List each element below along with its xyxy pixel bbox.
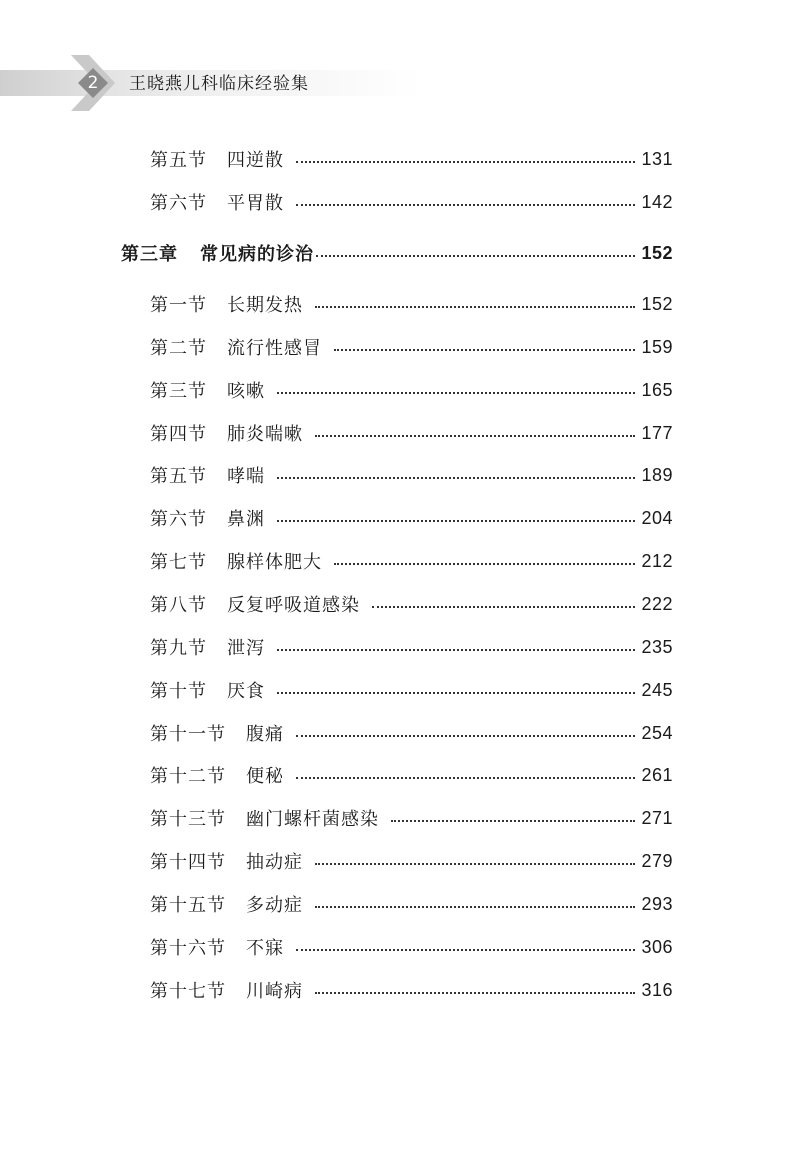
toc-entry-title: 四逆散: [227, 150, 284, 171]
toc-entry-page: 177: [641, 422, 673, 443]
toc-entry-page: 152: [641, 242, 673, 263]
toc-entry-number: 第十五节: [150, 895, 226, 916]
toc-entry[interactable]: [150, 720, 673, 746]
toc-entry[interactable]: [150, 505, 673, 531]
toc-entry[interactable]: [150, 977, 673, 1003]
toc-chapter-entry[interactable]: [121, 240, 673, 266]
toc-entry-title: 哮喘: [227, 466, 265, 487]
dot-leader: [296, 735, 635, 737]
toc-entry-page: 271: [641, 807, 673, 828]
toc-entry-page: 204: [641, 507, 673, 528]
dot-leader: [277, 649, 635, 651]
toc-entry-number: 第九节: [150, 638, 207, 659]
toc-entry-title: 平胃散: [227, 193, 284, 214]
toc-entry-number: 第七节: [150, 552, 207, 573]
toc-entry-number: 第十一节: [150, 724, 226, 745]
toc-entry-title: 腹痛: [246, 724, 284, 745]
toc-entry-number: 第五节: [150, 150, 207, 171]
toc-entry-title: 不寐: [246, 938, 284, 959]
toc-entry-title: 幽门螺杆菌感染: [246, 809, 379, 830]
toc-entry-page: 165: [641, 379, 673, 400]
toc-entry-title: 常见病的诊治: [200, 244, 314, 265]
dot-leader: [315, 435, 635, 437]
toc-entry[interactable]: [150, 805, 673, 831]
toc-entry-title: 泄泻: [227, 638, 265, 659]
dot-leader: [315, 306, 635, 308]
toc-entry-title: 抽动症: [246, 852, 303, 873]
toc-entry-number: 第十节: [150, 681, 207, 702]
toc-entry-title: 川崎病: [246, 981, 303, 1002]
dot-leader: [277, 692, 635, 694]
dot-leader: [296, 204, 635, 206]
toc-entry-title: 肺炎喘嗽: [227, 424, 303, 445]
dot-leader: [334, 349, 635, 351]
toc-entry-page: 131: [641, 148, 673, 169]
toc-entry-page: 159: [641, 336, 673, 357]
toc-entry-number: 第六节: [150, 509, 207, 530]
toc-entry-number: 第二节: [150, 338, 207, 359]
toc-entry-number: 第十七节: [150, 981, 226, 1002]
toc-entry-page: 261: [641, 764, 673, 785]
toc-entry-title: 鼻渊: [227, 509, 265, 530]
dot-leader: [316, 255, 635, 257]
toc-entry[interactable]: [150, 848, 673, 874]
toc-entry-number: 第四节: [150, 424, 207, 445]
toc-entry-number: 第八节: [150, 595, 207, 616]
toc-entry[interactable]: [150, 462, 673, 488]
toc-entry-number: 第十六节: [150, 938, 226, 959]
toc-entry-number: 第十二节: [150, 766, 226, 787]
toc-entry-title: 腺样体肥大: [227, 552, 322, 573]
toc-entry-title: 厌食: [227, 681, 265, 702]
toc-entry[interactable]: [150, 677, 673, 703]
toc-entry-number: 第一节: [150, 295, 207, 316]
dot-leader: [296, 949, 635, 951]
dot-leader: [296, 777, 635, 779]
dot-leader: [391, 820, 635, 822]
toc-entry[interactable]: [150, 420, 673, 446]
toc-entry-number: 第十四节: [150, 852, 226, 873]
toc-entry-page: 316: [641, 979, 673, 1000]
dot-leader: [296, 161, 635, 163]
book-title: 王晓燕儿科临床经验集: [129, 74, 309, 94]
toc-entry[interactable]: [150, 291, 673, 317]
toc-entry-title: 便秘: [246, 766, 284, 787]
toc-entry-page: 235: [641, 636, 673, 657]
toc-entry[interactable]: [150, 377, 673, 403]
dot-leader: [334, 563, 635, 565]
toc-entry-page: 254: [641, 722, 673, 743]
toc-entry-number: 第三节: [150, 381, 207, 402]
toc-entry-page: 212: [641, 550, 673, 571]
toc-entry-page: 279: [641, 850, 673, 871]
toc-entry[interactable]: [150, 634, 673, 660]
toc-entry[interactable]: [150, 548, 673, 574]
page-number: 2: [87, 73, 99, 93]
dot-leader: [315, 992, 635, 994]
toc-entry[interactable]: [150, 762, 673, 788]
toc-entry-title: 长期发热: [227, 295, 303, 316]
dot-leader: [315, 863, 635, 865]
dot-leader: [315, 906, 635, 908]
toc-entry-page: 142: [641, 191, 673, 212]
toc-entry-page: 306: [641, 936, 673, 957]
toc-entry[interactable]: [150, 891, 673, 917]
toc-entry-page: 293: [641, 893, 673, 914]
toc-entry-page: 222: [641, 593, 673, 614]
toc-entry[interactable]: [150, 934, 673, 960]
toc-entry-page: 189: [641, 464, 673, 485]
toc-entry-number: 第十三节: [150, 809, 226, 830]
toc-entry-title: 流行性感冒: [227, 338, 322, 359]
dot-leader: [372, 606, 635, 608]
toc-entry[interactable]: [150, 146, 673, 172]
toc-entry-title: 咳嗽: [227, 381, 265, 402]
dot-leader: [277, 477, 635, 479]
toc-entry-title: 反复呼吸道感染: [227, 595, 360, 616]
dot-leader: [277, 392, 635, 394]
toc-entry-title: 多动症: [246, 895, 303, 916]
toc-entry[interactable]: [150, 189, 673, 215]
toc-entry-number: 第六节: [150, 193, 207, 214]
toc-entry[interactable]: [150, 591, 673, 617]
toc-entry-number: 第五节: [150, 466, 207, 487]
dot-leader: [277, 520, 635, 522]
toc-entry-number: 第三章: [121, 244, 178, 265]
toc-entry-page: 152: [641, 293, 673, 314]
toc-entry-page: 245: [641, 679, 673, 700]
toc-entry[interactable]: [150, 334, 673, 360]
